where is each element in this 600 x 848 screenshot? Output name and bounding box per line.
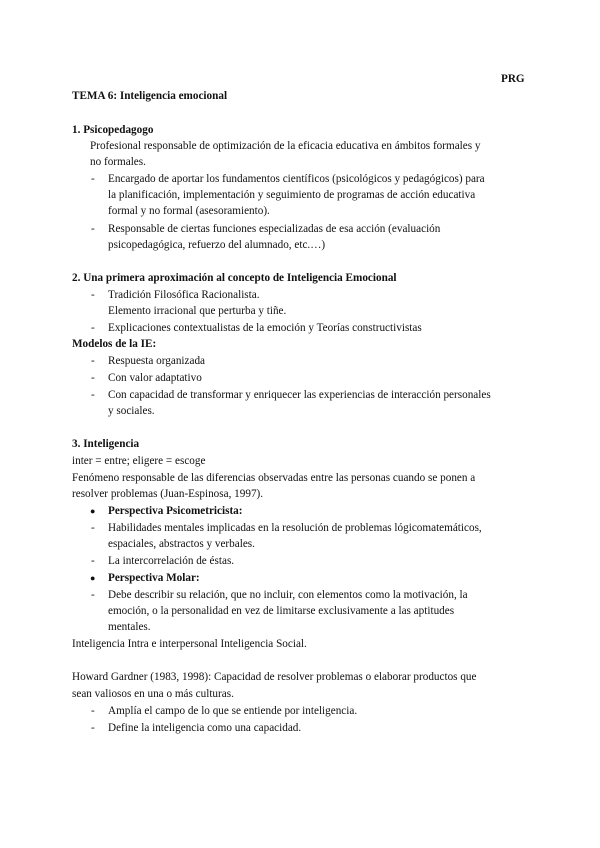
- list-dash: -: [91, 555, 95, 567]
- list-item-line: Explicaciones contextualistas de la emoción y Teorías constructivistas: [108, 322, 422, 334]
- section-1-intro-line: Profesional responsable de optimización de la eficacia educativa en ámbitos formales y: [90, 140, 481, 152]
- list-item-line: La intercorrelación de éstas.: [108, 555, 235, 567]
- definition-line: resolver problemas (Juan-Espinosa, 1997).: [72, 488, 264, 500]
- section-2-heading: 2. Una primera aproximación al concepto de Inteligencia Emocional: [72, 272, 397, 284]
- list-item-line: mentales.: [108, 621, 151, 633]
- list-dash: -: [91, 322, 95, 334]
- list-dash: -: [91, 289, 95, 301]
- list-dash: -: [91, 522, 95, 534]
- bullet-icon: ●: [90, 506, 96, 516]
- list-dash: -: [91, 589, 95, 601]
- list-item-line: Tradición Filosófica Racionalista.: [108, 289, 260, 301]
- list-item-line: y sociales.: [108, 405, 155, 417]
- list-item-line: Habilidades mentales implicadas en la resolución de problemas lógicomatemáticos,: [108, 522, 482, 534]
- section-3-heading: 3. Inteligencia: [72, 438, 140, 450]
- list-dash: -: [91, 389, 95, 401]
- page-title: TEMA 6: Inteligencia emocional: [72, 90, 228, 102]
- header-code: PRG: [501, 73, 525, 85]
- bullet-icon: ●: [90, 573, 96, 583]
- list-item-line: Elemento irracional que perturba y tiñe.: [108, 305, 287, 317]
- list-item-line: formal y no formal (asesoramiento).: [108, 205, 270, 217]
- list-item-line: emoción, o la personalidad en vez de limitarse exclusivamente a las aptitudes: [108, 605, 455, 617]
- list-dash: -: [91, 705, 95, 717]
- definition-line: Fenómeno responsable de las diferencias observadas entre las personas cuando se ponen a: [72, 472, 476, 484]
- list-item-line: Amplía el campo de lo que se entiende por inteligencia.: [108, 705, 358, 717]
- list-item-line: Con capacidad de transformar y enriquecer las experiencias de interacción personales: [108, 389, 491, 401]
- list-dash: -: [91, 173, 95, 185]
- list-dash: -: [91, 722, 95, 734]
- list-item-line: la planificación, implementación y seguimiento de programas de acción educativa: [108, 189, 476, 201]
- gardner-line: Howard Gardner (1983, 1998): Capacidad de resolver problemas o elaborar productos que: [72, 671, 477, 683]
- perspective-heading: Perspectiva Psicometricista:: [108, 505, 243, 517]
- list-item-line: Respuesta organizada: [108, 355, 206, 367]
- perspective-heading: Perspectiva Molar:: [108, 572, 200, 584]
- list-dash: -: [91, 372, 95, 384]
- list-dash: -: [91, 355, 95, 367]
- list-dash: -: [91, 223, 95, 235]
- list-item-line: Define la inteligencia como una capacidad.: [108, 722, 302, 734]
- models-heading: Modelos de la IE:: [72, 338, 157, 350]
- list-item-line: Responsable de ciertas funciones especializadas de esa acción (evaluación: [108, 223, 441, 235]
- section-1-intro-line: no formales.: [90, 156, 146, 168]
- etymology: inter = entre; eligere = escoge: [72, 455, 206, 467]
- section-1-heading: 1. Psicopedagogo: [72, 124, 154, 136]
- list-item-line: Debe describir su relación, que no incluir, con elementos como la motivación, la: [108, 589, 468, 601]
- list-item-line: psicopedagógica, refuerzo del alumnado, etc.…): [108, 239, 326, 251]
- list-item-line: Encargado de aportar los fundamentos científicos (psicológicos y pedagógicos) para: [108, 173, 485, 185]
- list-item-line: espaciales, abstractos y verbales.: [108, 538, 255, 550]
- closing-line: Inteligencia Intra e interpersonal Inteligencia Social.: [72, 638, 307, 650]
- list-item-line: Con valor adaptativo: [108, 372, 202, 384]
- gardner-line: sean valiosos en una o más culturas.: [72, 688, 234, 700]
